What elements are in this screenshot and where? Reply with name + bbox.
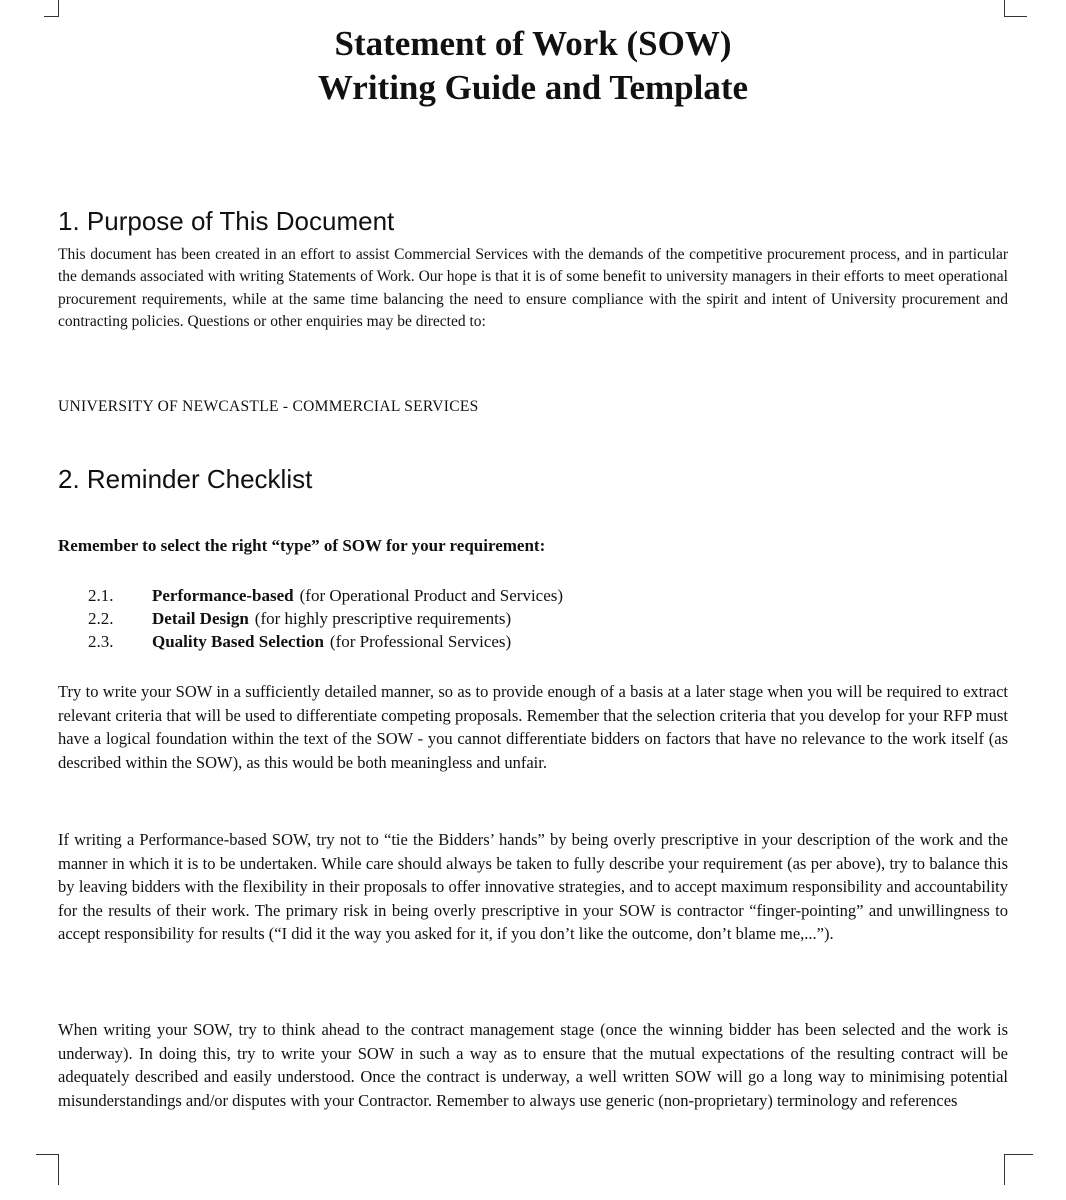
item-number: 2.3. xyxy=(88,632,114,651)
item-title: Performance-based xyxy=(152,586,294,605)
item-number: 2.1. xyxy=(88,586,114,605)
section-2-heading: 2. Reminder Checklist xyxy=(58,464,313,494)
guidance-paragraph-2: If writing a Performance-based SOW, try not to “tie the Bidders’ hands” by being overly prescriptive in your description of the work and the manner in which it is to be undertaken. While care should always be taken to fully describe your requirement (as per above), try to balance this by leaving bidders with the flexibility in their proposals to offer innovative strategies, and to accept maximum responsibility and accountability for the results of their work. The primary risk in being overly prescriptive in your SOW is contractor “finger-pointing” and unwillingness to accept responsibility for results (“I did it the way you asked for it, if you don’t like the outcome, don’t blame me,...”). xyxy=(58,830,1008,944)
item-detail: (for highly prescriptive requirements) xyxy=(254,609,512,628)
item-title: Quality Based Selection xyxy=(152,632,324,651)
guidance-paragraph-1: Try to write your SOW in a sufficiently detailed manner, so as to provide enough of a basis at a later stage when you will be required to extract relevant criteria that will be used to differentiate competing proposals. Remember that the selection criteria that you develop for your RFP must have a logical foundation within the text of the SOW - you cannot differentiate bidders on factors that have no relevance to the work itself (as described within the SOW), as this would be both meaningless and unfair. xyxy=(58,682,1008,772)
document-title xyxy=(0,22,1066,110)
item-title: Detail Design xyxy=(152,609,249,628)
section-1-heading: 1. Purpose of This Document xyxy=(58,206,395,236)
title-line-1: Statement of Work (SOW) xyxy=(334,24,732,63)
item-detail: (for Professional Services) xyxy=(329,632,512,651)
list-item xyxy=(88,607,888,630)
checklist-intro: Remember to select the right “type” of SOW for your requirement: xyxy=(58,536,546,555)
purpose-paragraph: This document has been created in an effort to assist Commercial Services with the demands of the competitive procurement process, and in particular the demands associated with writing Statements of Work. Our hope is that it is of some benefit to university managers in their efforts to meet operational procurement requirements, while at the same time balancing the need to ensure compliance with the spirit and intent of University procurement and contracting policies. Questions or other enquiries may be directed to: xyxy=(58,246,1008,330)
crop-mark-bottom-left xyxy=(36,1154,59,1185)
list-item xyxy=(88,584,888,607)
sow-type-list xyxy=(88,584,888,653)
contact-line: UNIVERSITY OF NEWCASTLE - COMMERCIAL SERVICES xyxy=(58,398,479,415)
crop-mark-bottom-right xyxy=(1004,1154,1033,1185)
crop-mark-top-right xyxy=(1004,0,1027,17)
item-detail: (for Operational Product and Services) xyxy=(299,586,564,605)
list-item xyxy=(88,630,888,653)
title-line-2: Writing Guide and Template xyxy=(317,68,749,107)
guidance-paragraph-3: When writing your SOW, try to think ahead to the contract management stage (once the winning bidder has been selected and the work is underway). In doing this, try to write your SOW in such a way as to ensure that the mutual expectations of the resulting contract will be adequately described and easily understood. Once the contract is underway, a well written SOW will go a long way to minimising potential misunderstandings and/or disputes with your Contractor. Remember to always use generic (non-proprietary) terminology and references xyxy=(58,1020,1008,1110)
item-number: 2.2. xyxy=(88,609,114,628)
crop-mark-top-left xyxy=(44,0,59,17)
